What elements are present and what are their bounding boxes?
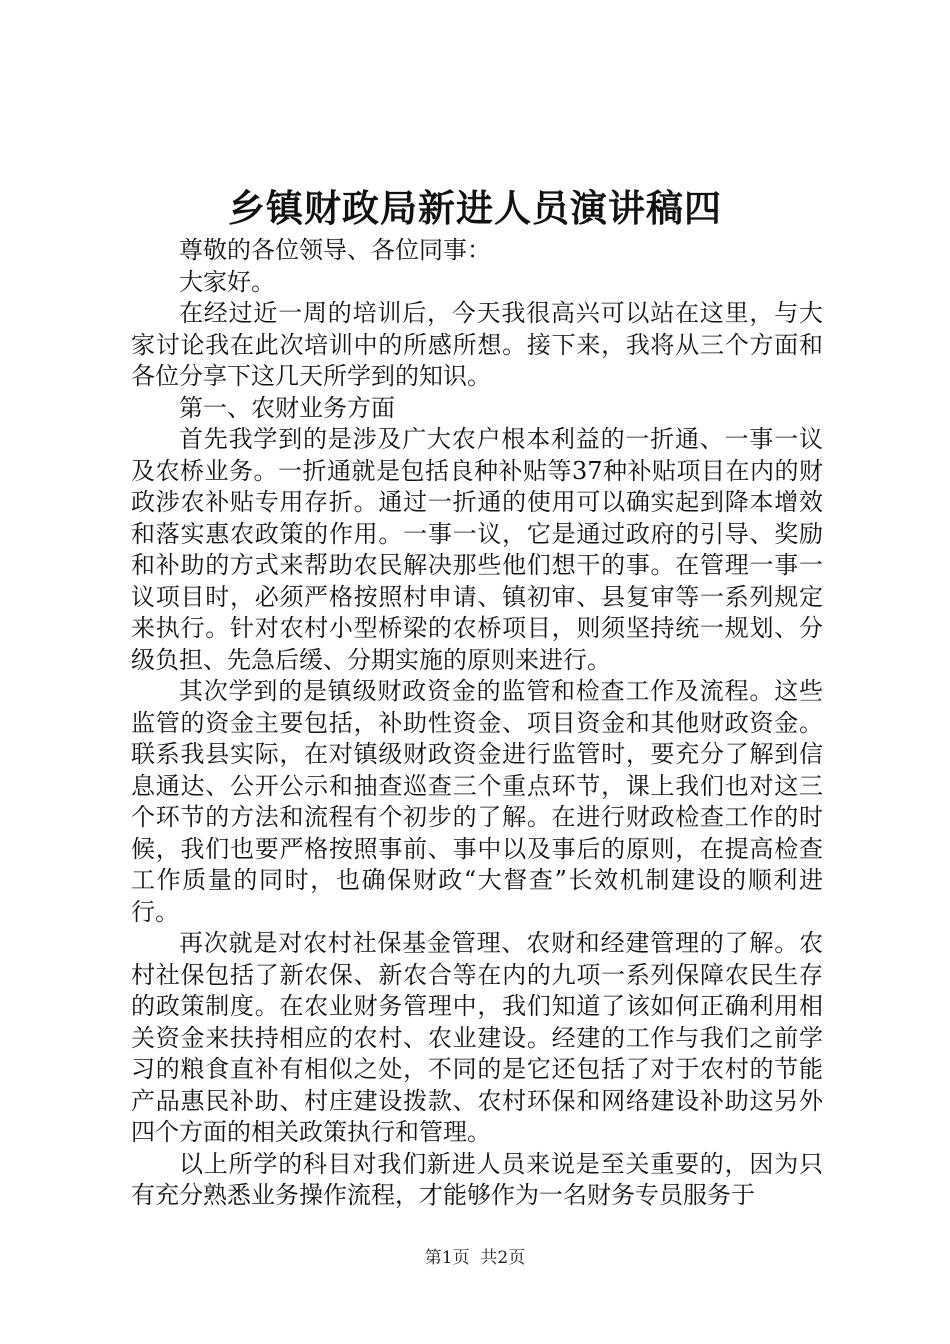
paragraph-first: 首先我学到的是涉及广大农户根本利益的一折通、一事一议及农桥业务。一折通就是包括良种补贴等37种补贴项目在内的财政涉农补贴专用存折。通过一折通的使用可以确实起到降本增效和落实惠农政策的作用。一事一议，它是通过政府的引导、奖励和补助的方式来帮助农民解决那些他们想干的事。在管理一事一议项目时，必须严格按照村申请、镇初审、县复审等一系列规定来执行。针对农村小型桥梁的农桥项目，则须坚持统一规划、分级负担、先急后缓、分期实施的原则来进行。: [131, 425, 823, 674]
section-heading: 第一、农财业务方面: [179, 393, 395, 422]
paragraph-summary: 以上所学的科目对我们新进人员来说是至关重要的，因为只有充分熟悉业务操作流程，才能够作为一名财务专员服务于: [131, 1149, 823, 1209]
greeting: 大家好。: [179, 267, 275, 296]
paragraph-third: 再次就是对农村社保基金管理、农财和经建管理的了解。农村社保包括了新农保、新农合等在内的九项一系列保障农民生存的政策制度。在农业财务管理中，我们知道了该如何正确利用相关资金来扶持相应的农村、农业建设。经建的工作与我们之前学习的粮食直补有相似之处，不同的是它还包括了对于农村的节能产品惠民补助、村庄建设拨款、农村环保和网络建设补助这另外四个方面的相关政策执行和管理。: [131, 929, 823, 1146]
document-body: [131, 235, 823, 1212]
paragraph-second: 其次学到的是镇级财政资金的监管和检查工作及流程。这些监管的资金主要包括，补助性资金、项目资金和其他财政资金。联系我县实际，在对镇级财政资金进行监管时，要充分了解到信息通达、公开公示和抽查巡查三个重点环节，课上我们也对这三个环节的方法和流程有个初步的了解。在进行财政检查工作的时候，我们也要严格按照事前、事中以及事后的原则，在提高检查工作质量的同时，也确保财政“大督查”长效机制建设的顺利进行。: [131, 677, 823, 926]
paragraph-intro: 在经过近一周的培训后，今天我很高兴可以站在这里，与大家讨论我在此次培训中的所感所想。接下来，我将从三个方面和各位分享下这几天所学到的知识。: [131, 299, 823, 390]
document-title: 乡镇财政局新进人员演讲稿四: [228, 186, 722, 230]
page-number: 第1页: [424, 1248, 470, 1268]
page-footer: [0, 1246, 950, 1270]
page-total: 共2页: [480, 1248, 526, 1268]
salutation: 尊敬的各位领导、各位同事：: [179, 236, 491, 264]
